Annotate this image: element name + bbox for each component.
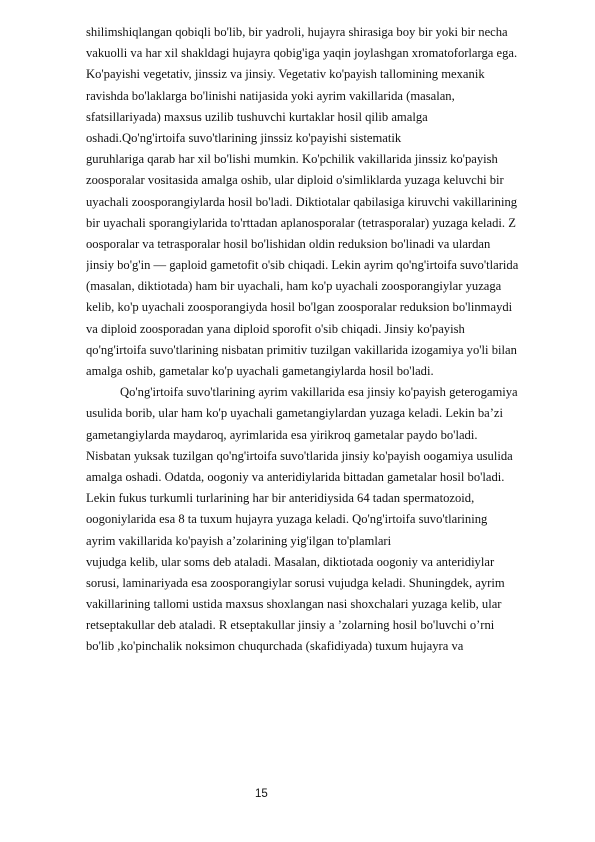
text-line: uyachali zoosporangiylarda hosil bo'ladi. Diktiotalar qabilasiga kiruvchi vakillarining xyxy=(86,194,518,209)
text-line: vakillarining tallomi ustida maxsus shoxlangan nasi shoxchalari yuzaga kelib, ular xyxy=(86,597,502,612)
text-line: Lekin fukus turkumli turlarining har bir anteridiysida 64 tadan spermatozoid, xyxy=(86,491,475,506)
body-text xyxy=(86,22,568,658)
text-line: bir uyachali sporangiylarida to'rttadan aplanosporalar (tetrasporalar) yuzaga keladi. Z xyxy=(86,215,516,230)
text-line: usulida borib, ular ham ko'p uyachali gametangiylardan yuzaga keladi. Lekin ba’zi xyxy=(86,406,504,421)
text-line: sorusi, laminariyada esa zoosporangiylar sorusi vujudga keladi. Shuningdek, ayrim xyxy=(86,575,505,590)
text-line: bo'lib ,ko'pinchalik noksimon chuqurchada (skafidiyada) tuxum hujayra va xyxy=(86,639,464,654)
text-line: shilimshiqlangan qobiqli bo'lib, bir yadroli, hujayra shirasiga boy bir yoki bir necha xyxy=(86,25,508,39)
text-line: retseptakullar deb ataladi. R etseptakullar jinsiy a ’zolarning hosil bo'luvchi o’rni xyxy=(86,618,495,633)
text-line: va diploid zoosporadan yana diploid sporofit o'sib chiqadi. Jinsiy ko'payish xyxy=(86,321,465,336)
text-line: (masalan, diktiotada) ham bir uyachali, ham ko'p uyachali zoosporangiylar yuzaga xyxy=(86,279,502,294)
text-line: gametangiylarda maydaroq, ayrimlarida esa yirikroq gametalar paydo bo'ladi. xyxy=(86,427,478,442)
text-line: zoosporalar vositasida amalga oshib, ular diploid o'simliklarda yuzaga keluvchi bir xyxy=(86,173,504,188)
text-line: kelib, ko'p uyachali zoosporangiyda hosil bo'lgan zoosporalar reduksion bo'linmaydi xyxy=(86,300,513,315)
text-line: amalga oshadi. Odatda, oogoniy va anteridiylarida bittadan gametalar hosil bo'ladi. xyxy=(86,469,505,484)
text-line: ravishda bo'laklarga bo'linishi natijasida yoki ayrim vakillarida (masalan, xyxy=(86,88,455,103)
text-line: qo'ng'irtoifa suvo'tlarining nisbatan primitiv tuzilgan vakillarida izogamiya yo'li bilan xyxy=(86,342,517,357)
text-line: amalga oshib, gametalar ko'p uyachali gametangiylarda hosil bo'ladi. xyxy=(86,364,434,378)
paragraph-first-line: Qo'ng'irtoifa suvo'tlarining ayrim vakillarida esa jinsiy ko'payish geterogamiya xyxy=(120,385,518,400)
text-line: guruhlariga qarab har xil bo'lishi mumkin. Ko'pchilik vakillarida jinssiz ko'payish xyxy=(86,152,498,167)
page-number: 15 xyxy=(255,788,268,800)
text-line: vakuolli va har xil shakldagi hujayra qobig'iga yaqin joylashgan xromatoforlarga ega. xyxy=(86,46,518,61)
text-line: jinsiy bo'g'in — gaploid gametofit o'sib chiqadi. Lekin ayrim qo'ng'irtoifa suvo'tlarida xyxy=(86,258,519,273)
text-line: Nisbatan yuksak tuzilgan qo'ng'irtoifa suvo'tlarida jinsiy ko'payish oogamiya usulida xyxy=(86,448,513,463)
text-line: vujudga kelib, ular soms deb ataladi. Masalan, diktiotada oogoniy va anteridiylar xyxy=(86,554,495,569)
text-line: oosporalar va tetrasporalar hosil bo'lishidan oldin reduksion bo'linadi va ulardan xyxy=(86,236,491,251)
text-line: oogoniylarida esa 8 ta tuxum hujayra yuzaga keladi. Qo'ng'irtoifa suvo'tlarining xyxy=(86,512,488,527)
text-line: oshadi.Qo'ng'irtoifa suvo'tlarining jinssiz ko'payishi sistematik xyxy=(86,130,402,145)
text-line: ayrim vakillarida ko'payish a’zolarining yig'ilgan to'plamlari xyxy=(86,533,392,548)
text-line: sfatsillariyada) maxsus uzilib tushuvchi kurtaklar hosil qilib amalga xyxy=(86,109,428,124)
text-line: Ko'payishi vegetativ, jinssiz va jinsiy. Vegetativ ko'payish tallomining mexanik xyxy=(86,67,485,82)
